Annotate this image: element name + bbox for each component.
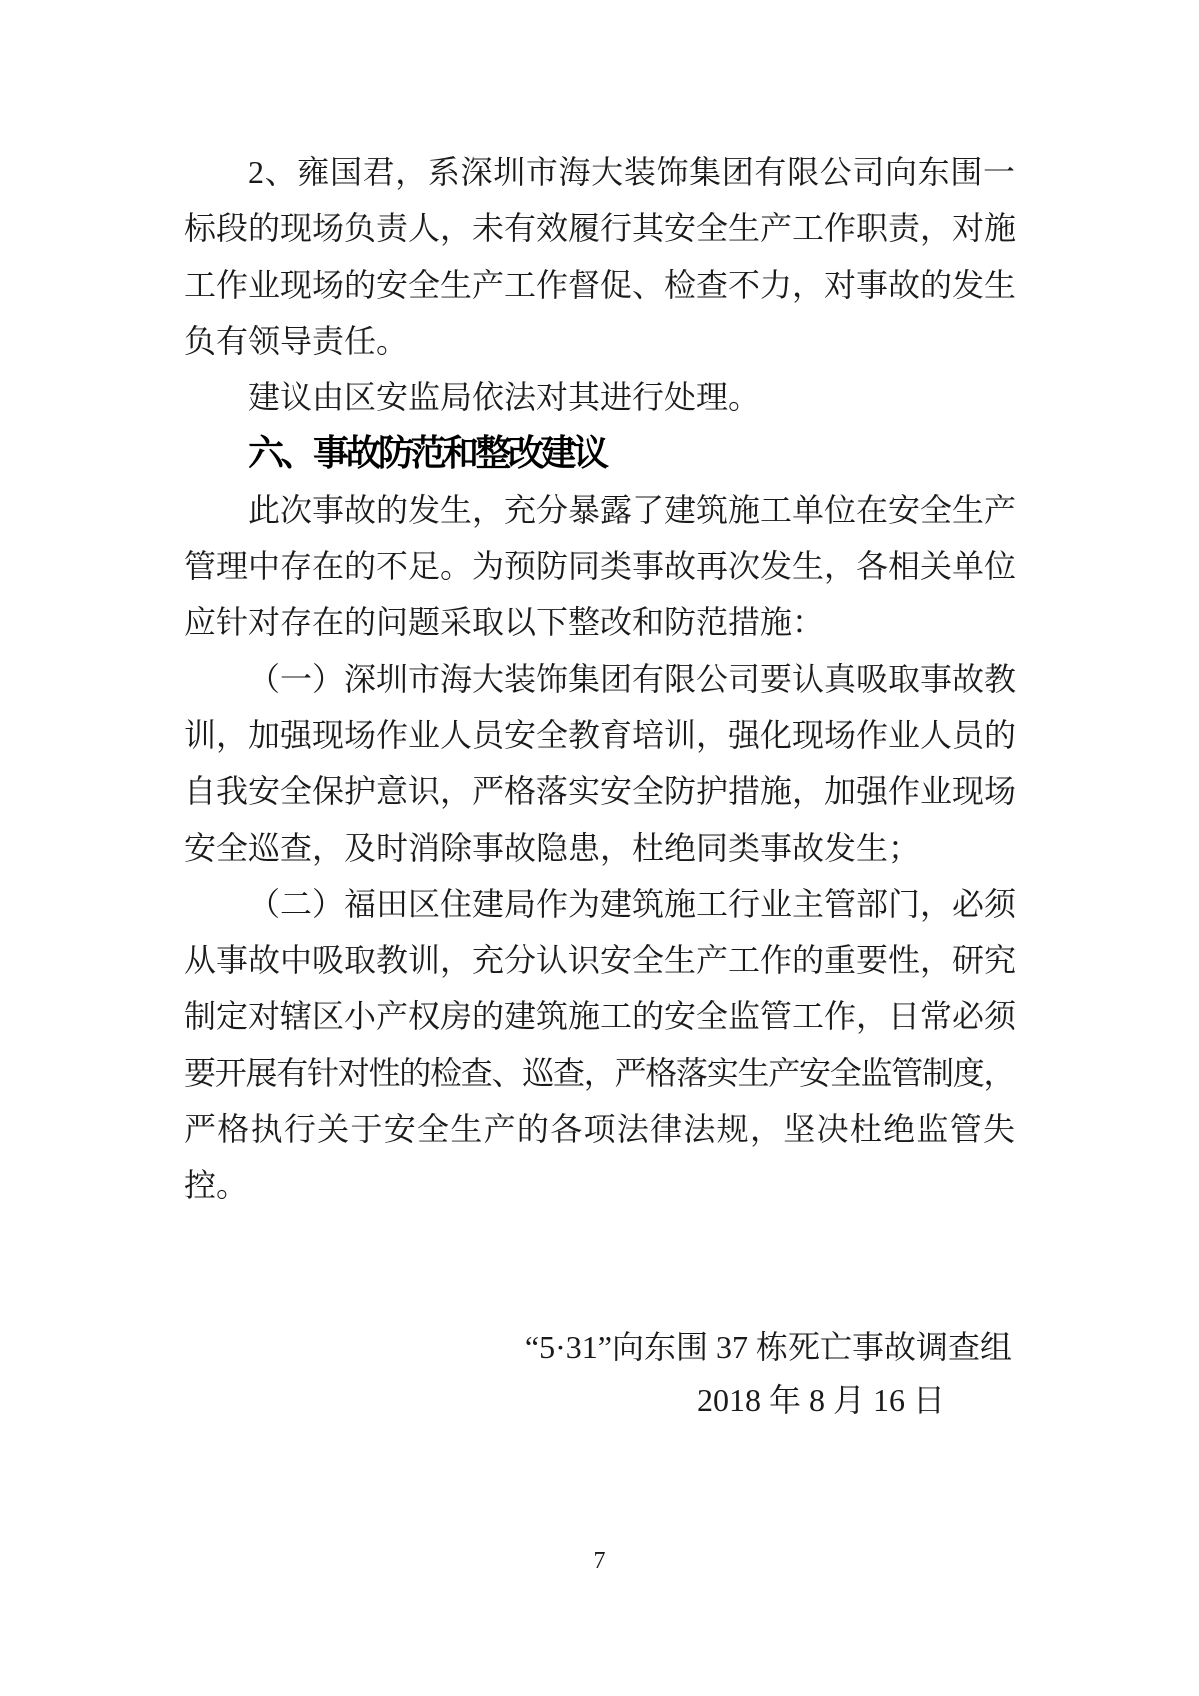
text-line: （一）深圳市海大装饰集团有限公司要认真吸取事故教 bbox=[248, 660, 1017, 697]
body-text bbox=[184, 144, 1015, 1214]
text-line: 严格执行关于安全生产的各项法律法规，坚决杜绝监管失 bbox=[184, 1111, 1015, 1148]
text-line: 建议由区安监局依法对其进行处理。 bbox=[248, 379, 761, 416]
signature-line: “5·31”向东围 37 栋死亡事故调查组 bbox=[524, 1329, 1012, 1365]
text-line: 应针对存在的问题采取以下整改和防范措施： bbox=[184, 604, 825, 641]
text-line: 标段的现场负责人，未有效履行其安全生产工作职责，对施 bbox=[184, 210, 1017, 247]
text-line: 自我安全保护意识，严格落实安全防护措施，加强作业现场 bbox=[184, 773, 1017, 810]
text-line: 制定对辖区小产权房的建筑施工的安全监管工作，日常必须 bbox=[184, 998, 1017, 1035]
text-line: 训，加强现场作业人员安全教育培训，强化现场作业人员的 bbox=[184, 716, 1017, 753]
text-line: 负有领导责任。 bbox=[184, 322, 409, 359]
text-line: 要开展有针对性的检查、巡查，严格落实生产安全监管制度， bbox=[184, 1054, 1015, 1091]
section-heading: 六、事故防范和整改建议 bbox=[248, 432, 606, 474]
page-number: 7 bbox=[593, 1548, 606, 1574]
text-line: 管理中存在的不足。为预防同类事故再次发生，各相关单位 bbox=[184, 548, 1017, 585]
text-line: 安全巡查，及时消除事故隐患，杜绝同类事故发生； bbox=[184, 829, 921, 866]
text-line: 控。 bbox=[184, 1167, 249, 1204]
text-line: （二）福田区住建局作为建筑施工行业主管部门，必须 bbox=[248, 885, 1017, 922]
date-line: 2018 年 8 月 16 日 bbox=[696, 1382, 945, 1418]
text-line: 工作业现场的安全生产工作督促、检查不力，对事故的发生 bbox=[184, 266, 1017, 303]
text-line: 此次事故的发生，充分暴露了建筑施工单位在安全生产 bbox=[248, 491, 1017, 528]
text-line: 从事故中吸取教训，充分认识安全生产工作的重要性，研究 bbox=[184, 942, 1017, 979]
text-line: 2、雍国君，系深圳市海大装饰集团有限公司向东围一 bbox=[248, 154, 1015, 190]
